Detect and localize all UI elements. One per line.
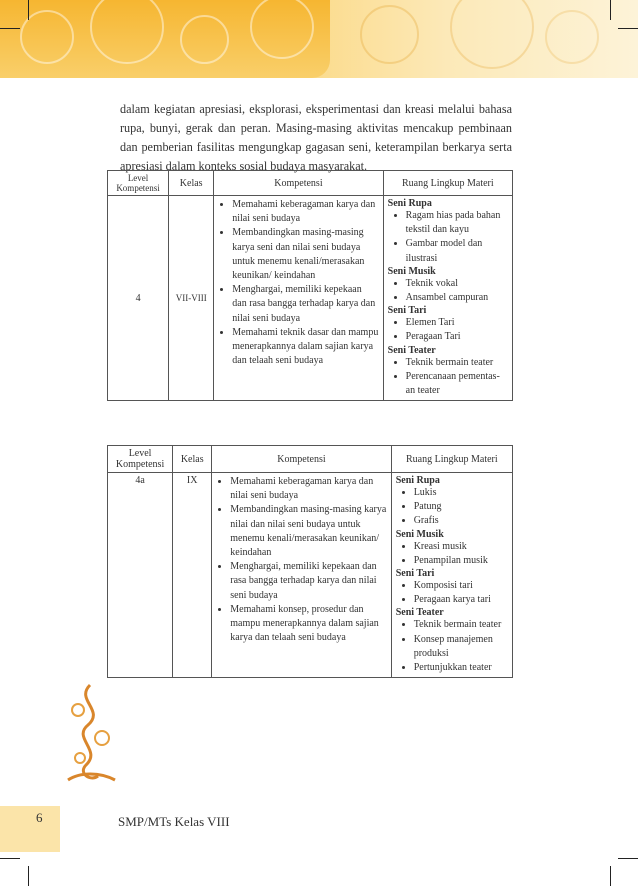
table-row	[108, 196, 513, 401]
list-item: • Kreasi musik	[414, 540, 508, 554]
header-kompetensi: Kompetensi	[212, 446, 391, 473]
page-number: 6	[36, 810, 43, 825]
book-title: SMP/MTs Kelas VIII	[118, 814, 230, 829]
header-kelas: Kelas	[173, 446, 212, 473]
crop-mark	[618, 858, 638, 859]
list-item: • Perencanaan pementas-an teater	[406, 370, 508, 398]
list-item: • Peragaan karya tari	[414, 593, 508, 607]
banner-swirl	[545, 10, 599, 64]
list-item: • Ansambel campuran	[406, 291, 508, 305]
list-item: • Gambar model dan ilustrasi	[406, 237, 508, 265]
crop-mark	[0, 858, 20, 859]
header-kompetensi: Kompetensi	[214, 171, 383, 196]
materi-cell	[391, 473, 512, 678]
list-item: • Grafis	[414, 514, 508, 528]
header-ruang-lingkup: Ruang Lingkup Materi	[391, 446, 512, 473]
level-cell: 4	[108, 196, 169, 401]
crop-mark	[610, 0, 611, 20]
header-level: Level Kompetensi	[108, 446, 173, 473]
crop-mark	[28, 0, 29, 20]
list-item: • Pertunjukkan teater	[414, 661, 508, 675]
materi-title: Seni Musik	[395, 528, 444, 540]
kelas-cell: IX	[173, 473, 212, 678]
table-header-row	[108, 446, 513, 473]
intro-paragraph: dalam kegiatan apresiasi, eksplorasi, eksperimentasi dan kreasi melalui bahasa rupa, bunyi, gerak dan peran. Masing-masing aktivitas mencakup pembinaan dan pemberian fasilitas mengungkap gagasan seni, keterampilan berkarya serta apresiasi dalam konteks sosial budaya masyarakat.	[120, 102, 512, 173]
table-row	[108, 473, 513, 678]
crop-mark	[618, 28, 638, 29]
list-item: • Membandingkan masing-masing karya nilai dan nilai seni budaya untuk menemu kenali/merasakan keunikan/ keindahan	[230, 503, 386, 560]
banner-swirl	[360, 5, 419, 64]
kompetensi-cell	[214, 196, 383, 401]
list-item: • Memahami keberagaman karya dan nilai seni budaya	[232, 198, 378, 226]
competency-table-2	[107, 445, 513, 678]
page-number-tab	[0, 806, 60, 852]
competency-table-1	[107, 170, 513, 401]
header-level: Level Kompetensi	[108, 171, 169, 196]
materi-title: Seni Teater	[395, 607, 444, 619]
materi-title: Seni Rupa	[387, 198, 432, 209]
level-cell: 4a	[108, 473, 173, 678]
list-item: • Teknik bermain teater	[406, 356, 508, 370]
list-item: • Membandingkan masing-masing karya seni dan nilai seni budaya untuk menemu kenali/merasakan keunikan/ keindahan	[232, 226, 378, 283]
crop-mark	[610, 866, 611, 886]
materi-title: Seni Teater	[387, 344, 436, 356]
crop-mark	[28, 866, 29, 886]
list-item: • Elemen Tari	[406, 316, 508, 330]
materi-title: Seni Rupa	[395, 475, 440, 486]
materi-title: Seni Tari	[387, 305, 427, 317]
list-item: • Patung	[414, 500, 508, 514]
materi-title: Seni Tari	[395, 568, 435, 580]
kompetensi-cell	[212, 473, 391, 678]
list-item: • Teknik vokal	[406, 277, 508, 291]
list-item: • Teknik bermain teater	[414, 618, 508, 632]
list-item: • Memahami keberagaman karya dan nilai seni budaya	[230, 475, 386, 503]
list-item: • Memahami teknik dasar dan mampu menerapkannya dalam sajian karya dan telaah seni budaya	[232, 326, 378, 369]
header-banner-accent	[0, 0, 330, 78]
table-header-row	[108, 171, 513, 196]
list-item: • Konsep manajemen produksi	[414, 633, 508, 661]
list-item: • Komposisi tari	[414, 579, 508, 593]
floral-ornament-icon	[60, 680, 120, 790]
list-item: • Memahami konsep, prosedur dan mampu menerapkannya dalam sajian karya dan telaah seni budaya	[230, 603, 386, 646]
list-item: • Penampilan musik	[414, 554, 508, 568]
materi-cell	[383, 196, 512, 401]
list-item: • Menghargai, memiliki kepekaan dan rasa bangga terhadap karya dan nilai seni budaya	[230, 560, 386, 603]
list-item: • Peragaan Tari	[406, 330, 508, 344]
kelas-cell: VII-VIII	[169, 196, 214, 401]
list-item: • Menghargai, memiliki kepekaan dan rasa bangga terhadap karya dan nilai seni budaya	[232, 283, 378, 326]
crop-mark	[0, 28, 20, 29]
header-ruang-lingkup: Ruang Lingkup Materi	[383, 171, 512, 196]
list-item: • Lukis	[414, 486, 508, 500]
header-kelas: Kelas	[169, 171, 214, 196]
materi-title: Seni Musik	[387, 265, 436, 277]
list-item: • Ragam hias pada bahan tekstil dan kayu	[406, 209, 508, 237]
